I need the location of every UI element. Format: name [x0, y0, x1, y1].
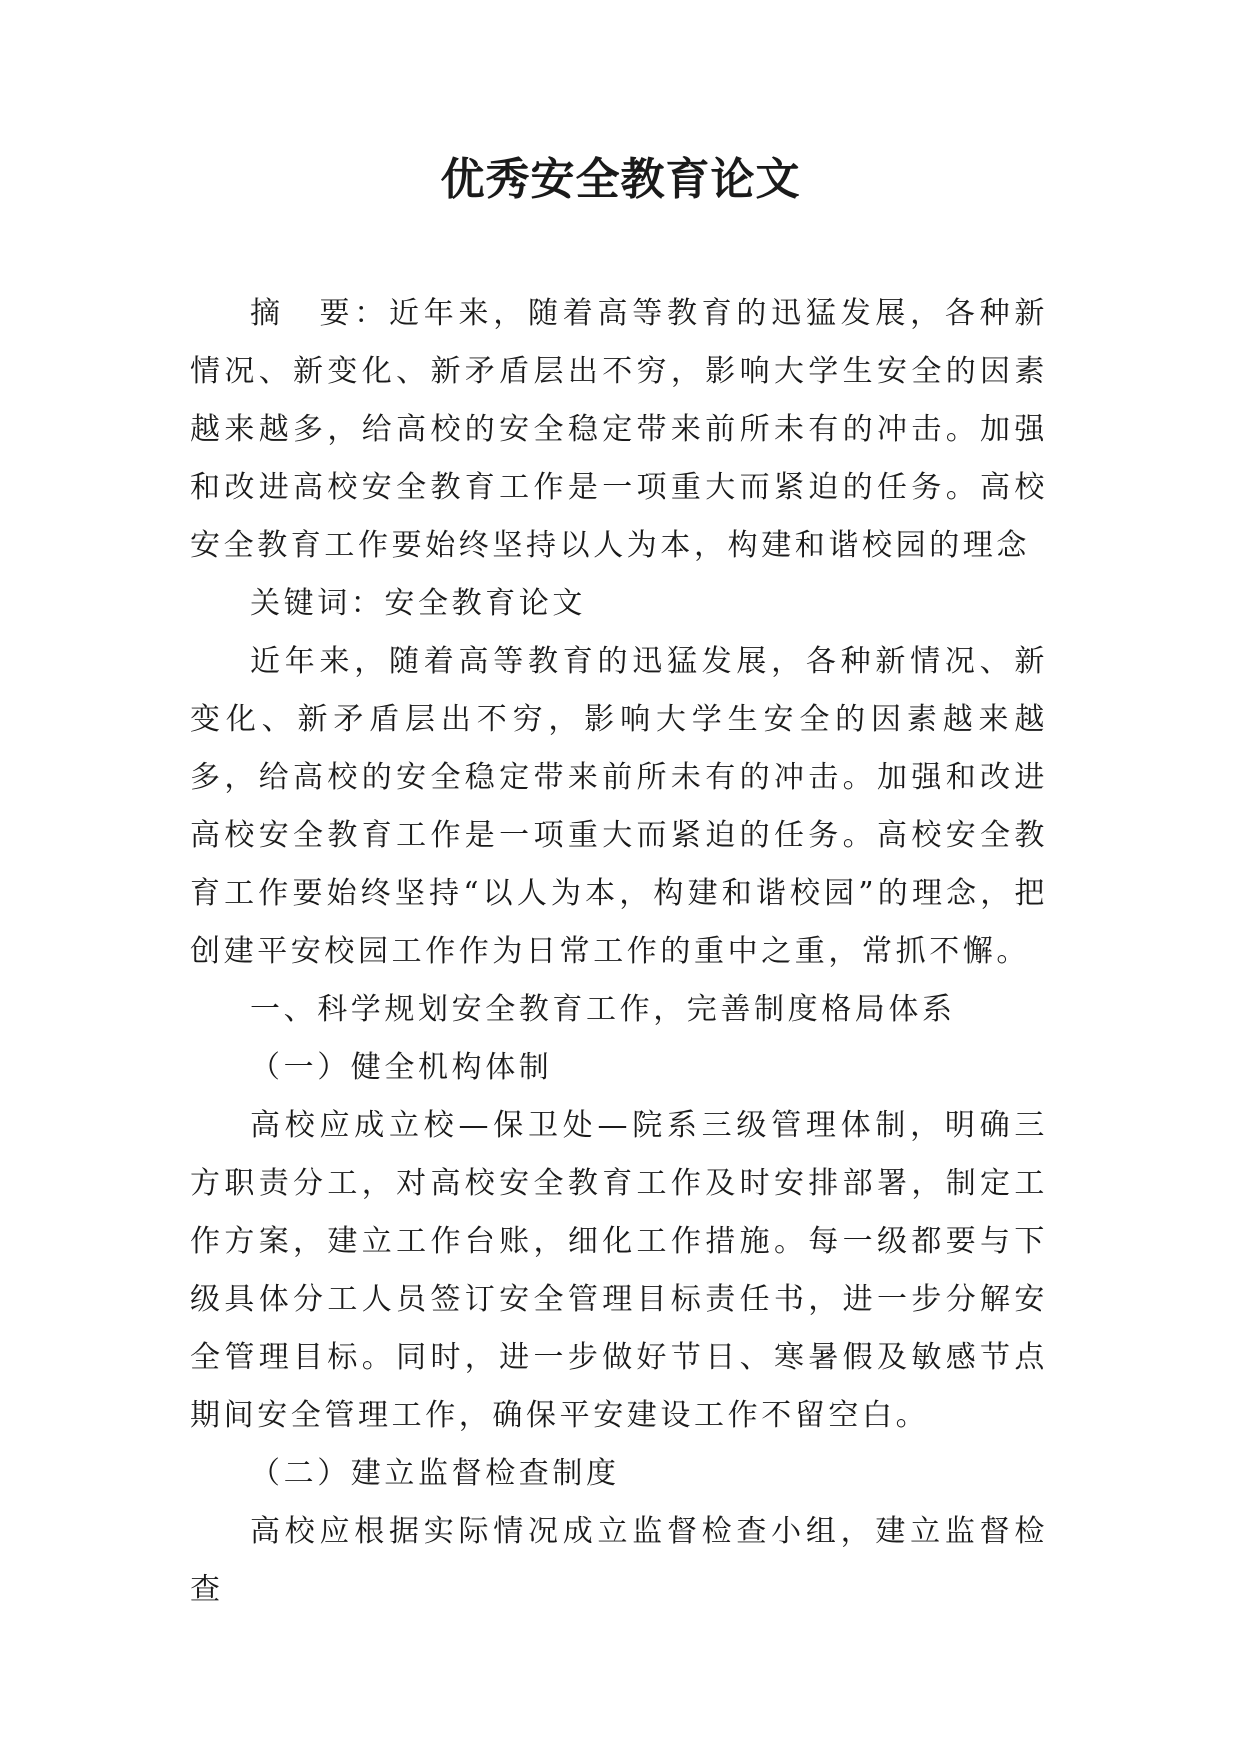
document-body — [190, 285, 1048, 1619]
subsection-1-heading: （一）健全机构体制 — [250, 1050, 553, 1085]
section-1-heading: 一、科学规划安全教育工作，完善制度格局体系 — [250, 992, 956, 1027]
intro-paragraph: 近年来，随着高等教育的迅猛发展，各种新情况、新变化、新矛盾层出不穷，影响大学生安全的因素越来越多，给高校的安全稳定带来前所未有的冲击。加强和改进高校安全教育工作是一项重大而紧迫的任务。高校安全教育工作要始终坚持“以人为本，构建和谐校园”的理念，把创建平安校园工作作为日常工作的重中之重，常抓不懈。 — [190, 644, 1048, 969]
subsection-1-paragraph: 高校应成立校—保卫处—院系三级管理体制，明确三方职责分工，对高校安全教育工作及时安排部署，制定工作方案，建立工作台账，细化工作措施。每一级都要与下级具体分工人员签订安全管理目标责任书，进一步分解安全管理目标。同时，进一步做好节日、寒暑假及敏感节点期间安全管理工作，确保平安建设工作不留空白。 — [190, 1108, 1048, 1433]
subsection-2-heading: （二）建立监督检查制度 — [250, 1456, 620, 1491]
subsection-2-paragraph: 高校应根据实际情况成立监督检查小组，建立监督检查 — [190, 1514, 1048, 1607]
abstract-paragraph: 摘 要：近年来，随着高等教育的迅猛发展，各种新情况、新变化、新矛盾层出不穷，影响大学生安全的因素越来越多，给高校的安全稳定带来前所未有的冲击。加强和改进高校安全教育工作是一项重大而紧迫的任务。高校安全教育工作要始终坚持以人为本，构建和谐校园的理念 — [190, 296, 1048, 563]
keywords-line: 关键词：安全教育论文 — [250, 586, 586, 621]
document-title: 优秀安全教育论文 — [440, 154, 801, 205]
